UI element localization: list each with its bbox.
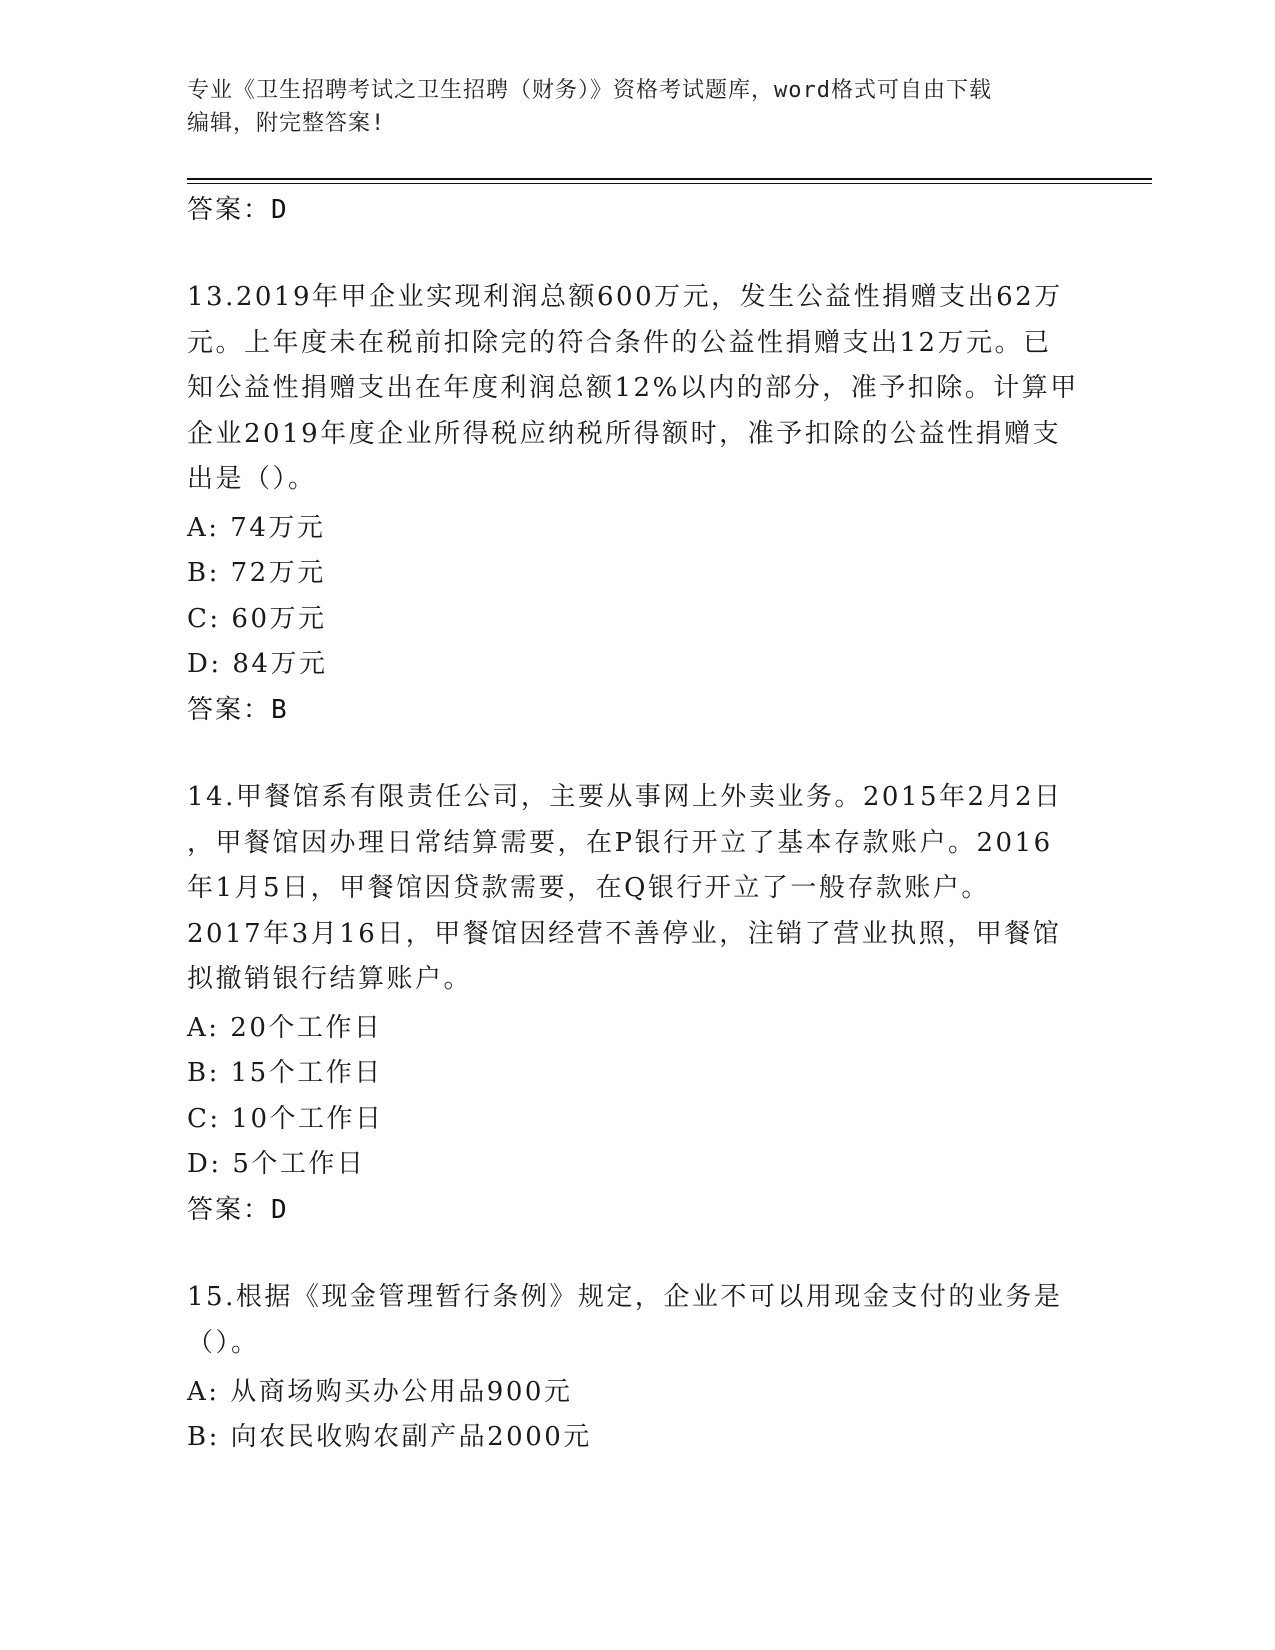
q15-option-a: A: 从商场购买办公用品900元 xyxy=(187,1377,573,1407)
q14-option-a: A: 20个工作日 xyxy=(187,1013,383,1043)
question-line: 2017年3月16日，甲餐馆因经营不善停业，注销了营业执照，甲餐馆 xyxy=(187,918,1062,949)
header-rule xyxy=(187,178,1152,180)
document-header xyxy=(187,74,1087,140)
header-rule-thin xyxy=(187,183,1152,184)
question-line: （）。 xyxy=(187,1327,260,1358)
answer-prev: 答案：D xyxy=(187,195,289,225)
q13-answer: 答案：B xyxy=(187,695,289,725)
question-line: 企业2019年度企业所得税应纳税所得额时，准予扣除的公益性捐赠支 xyxy=(187,418,1062,449)
question-line: 14.甲餐馆系有限责任公司，主要从事网上外卖业务。2015年2月2日 xyxy=(187,782,1063,812)
header-line-1: 专业《卫生招聘考试之卫生招聘（财务）》资格考试题库，word格式可自由下载 xyxy=(187,78,992,103)
question-line: 出是（）。 xyxy=(187,464,317,494)
q13-option-c: C: 60万元 xyxy=(187,604,327,634)
q13-option-a: A: 74万元 xyxy=(187,513,326,543)
question-line: 年1月5日，甲餐馆因贷款需要，在Q银行开立了一般存款账户。 xyxy=(187,873,990,903)
q15-option-b: B: 向农民收购农副产品2000元 xyxy=(187,1422,592,1452)
q14-option-d: D: 5个工作日 xyxy=(187,1149,366,1179)
q14-answer: 答案：D xyxy=(187,1195,289,1225)
question-line: 元。上年度未在税前扣除完的符合条件的公益性捐赠支出12万元。已 xyxy=(187,327,1052,358)
question-line: 知公益性捐赠支出在年度利润总额12%以内的部分，准予扣除。计算甲 xyxy=(187,373,1079,403)
q13-option-d: D: 84万元 xyxy=(187,649,328,679)
question-14-text xyxy=(187,775,1087,1003)
header-line-2: 编辑，附完整答案! xyxy=(187,111,386,136)
question-15-text xyxy=(187,1275,1087,1366)
q14-option-b: B: 15个工作日 xyxy=(187,1058,383,1088)
question-13-text xyxy=(187,275,1087,503)
question-line: ，甲餐馆因办理日常结算需要，在P银行开立了基本存款账户。2016 xyxy=(187,827,1053,858)
question-line: 13.2019年甲企业实现利润总额600万元，发生公益性捐赠支出62万 xyxy=(187,282,1063,312)
question-line: 15.根据《现金管理暂行条例》规定，企业不可以用现金支付的业务是 xyxy=(187,1282,1063,1312)
q13-option-b: B: 72万元 xyxy=(187,558,326,588)
q14-option-c: C: 10个工作日 xyxy=(187,1104,384,1134)
question-line: 拟撤销银行结算账户。 xyxy=(187,964,473,994)
